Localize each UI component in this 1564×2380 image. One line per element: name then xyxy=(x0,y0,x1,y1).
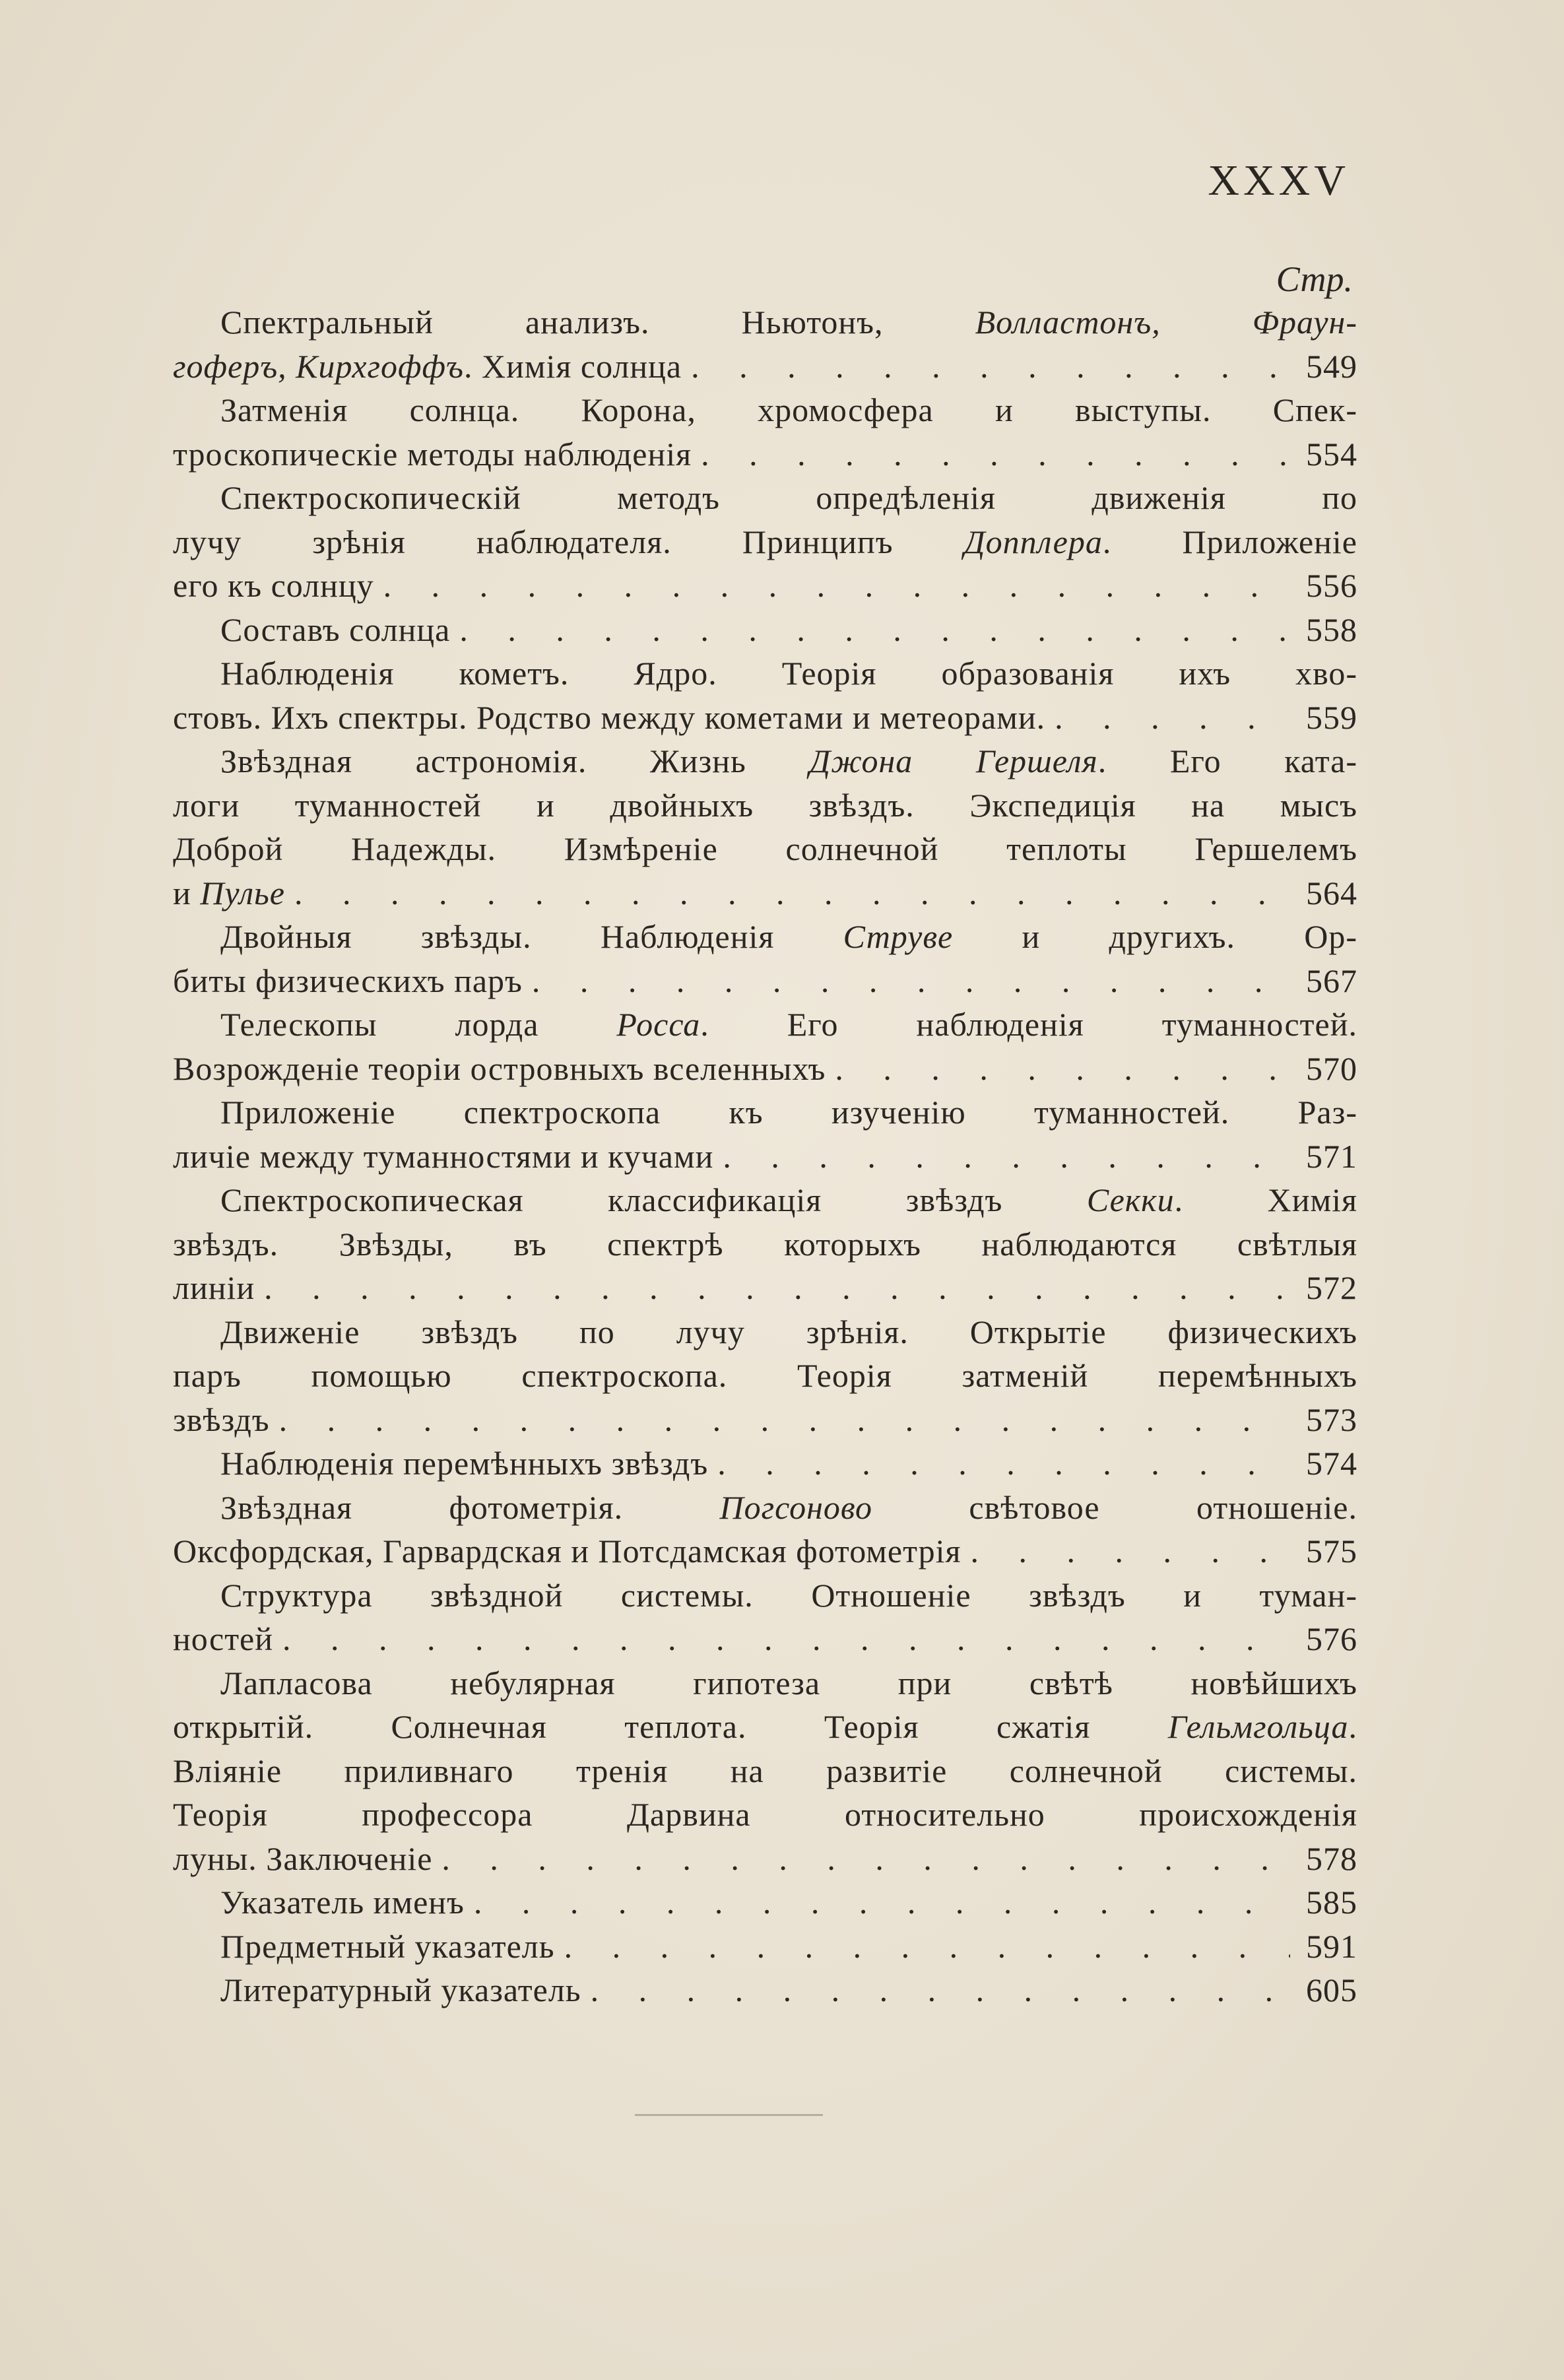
toc-page-number: 554 xyxy=(1306,435,1357,473)
toc-entry-line xyxy=(173,388,1357,432)
text-run: Звѣздная фотометрія. xyxy=(220,1488,720,1526)
toc-entry-line xyxy=(173,1047,1357,1091)
toc-entry-text xyxy=(173,1047,826,1091)
toc-page-number: 556 xyxy=(1306,567,1357,604)
text-run: Возрожденіе теоріи островныхъ вселенныхъ xyxy=(173,1049,826,1087)
text-run: Оксфордская, Гарвардская и Потсдамская фотометрія xyxy=(173,1533,961,1570)
italic-name: Гельмгольца xyxy=(1167,1708,1349,1745)
text-run: биты физическихъ паръ xyxy=(173,962,523,999)
text-run: Лапласова небулярная гипотеза при свѣтѣ новѣйшихъ xyxy=(220,1664,1357,1702)
toc-entry-line xyxy=(173,564,1357,608)
toc-entry-text xyxy=(220,1003,1357,1047)
text-run: троскопическіе методы наблюденія xyxy=(173,435,692,473)
toc-entry xyxy=(173,1880,1357,1925)
toc-entry xyxy=(173,476,1357,608)
toc-entry-line xyxy=(173,783,1357,828)
toc-entry-text xyxy=(220,300,1357,345)
toc-entry-line xyxy=(173,871,1357,915)
toc-entry-line xyxy=(173,1398,1357,1442)
text-run: его къ солнцу xyxy=(173,567,374,604)
toc-entry-line xyxy=(173,1880,1357,1925)
toc-entry-text xyxy=(173,1398,270,1442)
toc-page-number: 558 xyxy=(1306,611,1357,648)
dot-leader xyxy=(474,1880,1290,1925)
dot-leader xyxy=(532,959,1290,1003)
toc-entry xyxy=(173,1441,1357,1486)
dot-leader xyxy=(564,1925,1290,1969)
text-run: Указатель именъ xyxy=(220,1884,465,1921)
toc-page-number: 585 xyxy=(1306,1884,1357,1921)
toc-entry-line xyxy=(173,1793,1357,1837)
toc-entry-text xyxy=(173,1354,1357,1398)
dot-leader xyxy=(279,1398,1290,1442)
toc-entry-line xyxy=(173,1266,1357,1310)
toc-page-number: 570 xyxy=(1306,1049,1357,1087)
italic-name: Джона Гершеля xyxy=(809,743,1098,779)
toc-entry-text xyxy=(220,1661,1357,1705)
toc-entry-line xyxy=(173,1573,1357,1618)
toc-entry-line xyxy=(173,1486,1357,1530)
toc-entry-text xyxy=(173,564,374,608)
text-run: Доброй Надежды. Измѣреніе солнечной теплоты Гершелемъ xyxy=(173,830,1357,867)
text-run: Наблюденія кометъ. Ядро. Теорія образованія ихъ хво- xyxy=(220,655,1357,692)
toc-entry-text xyxy=(173,959,523,1003)
toc-entry-text xyxy=(173,1135,713,1179)
dot-leader xyxy=(282,1617,1290,1661)
toc-entry-text xyxy=(173,520,1357,564)
toc-entry-text xyxy=(173,1837,432,1881)
text-run: ностей xyxy=(173,1620,273,1657)
toc-entry-text xyxy=(220,476,1357,520)
toc-entry-line xyxy=(173,1354,1357,1398)
text-run: . xyxy=(1348,1708,1357,1745)
toc-entry-line xyxy=(173,1661,1357,1705)
dot-leader xyxy=(383,564,1290,608)
text-run: Спектроскопическая классификація звѣздъ xyxy=(220,1181,1087,1218)
toc-entry-text xyxy=(173,1266,255,1310)
toc-entry-text xyxy=(220,1925,555,1969)
text-run: Двойныя звѣзды. Наблюденія xyxy=(220,918,843,955)
toc-entry-text xyxy=(173,1529,961,1573)
italic-name: Допплера xyxy=(963,523,1103,560)
toc-entry-line xyxy=(173,432,1357,477)
toc-page-number: 578 xyxy=(1306,1839,1357,1877)
toc-entry-text xyxy=(173,1617,273,1661)
toc-entry-text xyxy=(220,1880,465,1925)
toc-entry-text xyxy=(220,1486,1357,1530)
toc-page-number: 567 xyxy=(1306,962,1357,999)
text-run: Наблюденія перемѣнныхъ звѣздъ xyxy=(220,1445,709,1482)
toc-entry xyxy=(173,300,1357,388)
toc-entry-line xyxy=(173,1837,1357,1881)
toc-entry xyxy=(173,1310,1357,1442)
roman-page-number: XXXV xyxy=(1208,156,1350,205)
toc-page-number: 549 xyxy=(1306,347,1357,385)
toc-entry-line xyxy=(173,1441,1357,1486)
table-of-contents xyxy=(173,300,1357,2012)
toc-entry-line xyxy=(173,827,1357,871)
text-run: Теорія профессора Дарвина относительно происхожденія xyxy=(173,1796,1357,1833)
toc-entry-text xyxy=(173,1222,1357,1267)
text-run: . Его ката- xyxy=(1097,743,1358,779)
text-run: и другихъ. Ор- xyxy=(953,918,1357,955)
text-run: логи туманностей и двойныхъ звѣздъ. Экспедиція на мысъ xyxy=(173,786,1357,824)
toc-entry-text xyxy=(173,1749,1357,1793)
toc-page-number: 591 xyxy=(1306,1927,1357,1965)
toc-entry-line xyxy=(173,345,1357,389)
toc-entry-line xyxy=(173,739,1357,783)
dot-leader xyxy=(459,608,1290,652)
dot-leader xyxy=(294,871,1290,915)
italic-name: Струве xyxy=(843,918,954,955)
toc-entry xyxy=(173,739,1357,915)
text-run: звѣздъ xyxy=(173,1401,270,1438)
page-column-label: Стр. xyxy=(1276,259,1353,299)
toc-entry xyxy=(173,1925,1357,1969)
toc-entry-text xyxy=(220,1090,1357,1135)
dot-leader xyxy=(835,1047,1290,1091)
text-run: Затменія солнца. Корона, хромосфера и выступы. Спек- xyxy=(220,391,1357,428)
toc-entry-text xyxy=(173,1705,1357,1749)
text-run: Движеніе звѣздъ по лучу зрѣнія. Открытіе физическихъ xyxy=(220,1313,1357,1350)
toc-page-number: 564 xyxy=(1306,874,1357,911)
toc-page-number: 559 xyxy=(1306,698,1357,736)
toc-entry-line xyxy=(173,1749,1357,1793)
italic-name: Росса xyxy=(616,1006,701,1043)
toc-entry-line xyxy=(173,1617,1357,1661)
text-run: паръ помощью спектроскопа. Теорія затменій перемѣнныхъ xyxy=(173,1357,1357,1394)
italic-name: Волластонъ, Фраун- xyxy=(975,304,1357,341)
dot-leader xyxy=(970,1529,1290,1573)
text-run: Составъ солнца xyxy=(220,611,451,648)
text-run: Спектроскопическій методъ опредѣленія движенія по xyxy=(220,479,1357,516)
toc-entry-text xyxy=(173,871,285,915)
end-rule xyxy=(635,2114,823,2116)
toc-entry-line xyxy=(173,1222,1357,1267)
text-run: . Химія xyxy=(1174,1181,1357,1218)
toc-page-number: 605 xyxy=(1306,1971,1357,2008)
toc-entry-line xyxy=(173,1003,1357,1047)
toc-entry-text xyxy=(173,827,1357,871)
text-run: Вліяніе приливнаго тренія на развитіе солнечной системы. xyxy=(173,1752,1357,1789)
toc-entry-text xyxy=(220,1968,581,2012)
toc-entry-text xyxy=(220,1573,1357,1618)
text-run: лучу зрѣнія наблюдателя. Принципъ xyxy=(173,523,964,560)
dot-leader xyxy=(441,1837,1290,1881)
toc-entry-text xyxy=(173,345,682,389)
text-run: луны. Заключеніе xyxy=(173,1839,433,1877)
text-run: и xyxy=(173,874,201,911)
toc-entry-line xyxy=(173,300,1357,345)
toc-entry-line xyxy=(173,608,1357,652)
toc-entry-line xyxy=(173,1968,1357,2012)
dot-leader xyxy=(1055,696,1290,740)
toc-entry-line xyxy=(173,1178,1357,1222)
text-run: Звѣздная астрономія. Жизнь xyxy=(220,743,810,779)
toc-entry-line xyxy=(173,1925,1357,1969)
text-run: звѣздъ. Звѣзды, въ спектрѣ которыхъ наблюдаются свѣтлыя xyxy=(173,1225,1357,1263)
toc-entry-line xyxy=(173,1135,1357,1179)
toc-entry-line xyxy=(173,959,1357,1003)
toc-entry xyxy=(173,1968,1357,2012)
toc-entry xyxy=(173,1090,1357,1178)
text-run: Телескопы лорда xyxy=(220,1006,617,1043)
toc-entry-text xyxy=(220,1310,1357,1354)
toc-entry-line xyxy=(173,476,1357,520)
toc-page-number: 573 xyxy=(1306,1401,1357,1438)
toc-entry xyxy=(173,388,1357,476)
italic-name: Секки xyxy=(1086,1181,1175,1218)
text-run: . Химія солнца xyxy=(464,347,682,385)
text-run: Литературный указатель xyxy=(220,1971,581,2008)
text-run: Предметный указатель xyxy=(220,1927,555,1965)
dot-leader xyxy=(591,1968,1290,2012)
toc-page-number: 574 xyxy=(1306,1445,1357,1482)
toc-entry-text xyxy=(220,1178,1357,1222)
toc-entry-line xyxy=(173,520,1357,564)
toc-entry-text xyxy=(173,696,1045,740)
toc-entry-line xyxy=(173,1705,1357,1749)
text-run: свѣтовое отношеніе. xyxy=(872,1488,1357,1526)
italic-name: Пулье xyxy=(200,874,285,911)
text-run: Приложеніе спектроскопа къ изученію туманностей. Раз- xyxy=(220,1094,1357,1131)
dot-leader xyxy=(264,1266,1290,1310)
text-run: стовъ. Ихъ спектры. Родство между кометами и метеорами. xyxy=(173,698,1046,736)
toc-entry-line xyxy=(173,696,1357,740)
dot-leader xyxy=(701,432,1290,477)
text-run: линіи xyxy=(173,1269,255,1306)
toc-entry-line xyxy=(173,1529,1357,1573)
toc-entry-text xyxy=(173,1793,1357,1837)
toc-entry xyxy=(173,915,1357,1003)
dot-leader xyxy=(691,345,1290,389)
toc-entry xyxy=(173,1486,1357,1573)
toc-entry-text xyxy=(220,388,1357,432)
toc-entry xyxy=(173,608,1357,652)
toc-entry-text xyxy=(220,1441,708,1486)
toc-entry-text xyxy=(173,432,692,477)
dot-leader xyxy=(717,1441,1290,1486)
toc-entry-line xyxy=(173,1090,1357,1135)
toc-entry-text xyxy=(173,783,1357,828)
toc-entry-text xyxy=(220,739,1357,783)
toc-entry-line xyxy=(173,651,1357,696)
toc-page-number: 576 xyxy=(1306,1620,1357,1657)
toc-entry-text xyxy=(220,608,450,652)
toc-entry-text xyxy=(220,651,1357,696)
toc-entry xyxy=(173,1573,1357,1661)
text-run: Структура звѣздной системы. Отношеніе звѣздъ и туман- xyxy=(220,1576,1357,1614)
toc-page-number: 575 xyxy=(1306,1533,1357,1570)
dot-leader xyxy=(723,1135,1290,1179)
text-run: . Приложеніе xyxy=(1102,523,1357,560)
toc-entry xyxy=(173,651,1357,739)
toc-entry-text xyxy=(220,915,1357,959)
italic-name: Погсоново xyxy=(719,1488,872,1526)
toc-entry-line xyxy=(173,915,1357,959)
toc-page-number: 571 xyxy=(1306,1137,1357,1175)
toc-entry-line xyxy=(173,1310,1357,1354)
italic-name: гоферъ, Кирхгоффъ xyxy=(173,347,464,385)
text-run: открытій. Солнечная теплота. Теорія сжатія xyxy=(173,1708,1168,1745)
toc-entry xyxy=(173,1178,1357,1310)
text-run: . Его наблюденія туманностей. xyxy=(700,1006,1357,1043)
toc-entry xyxy=(173,1661,1357,1881)
text-run: личіе между туманностями и кучами xyxy=(173,1137,714,1175)
text-run: Спектральный анализъ. Ньютонъ, xyxy=(220,304,975,341)
toc-entry xyxy=(173,1003,1357,1090)
toc-page-number: 572 xyxy=(1306,1269,1357,1306)
